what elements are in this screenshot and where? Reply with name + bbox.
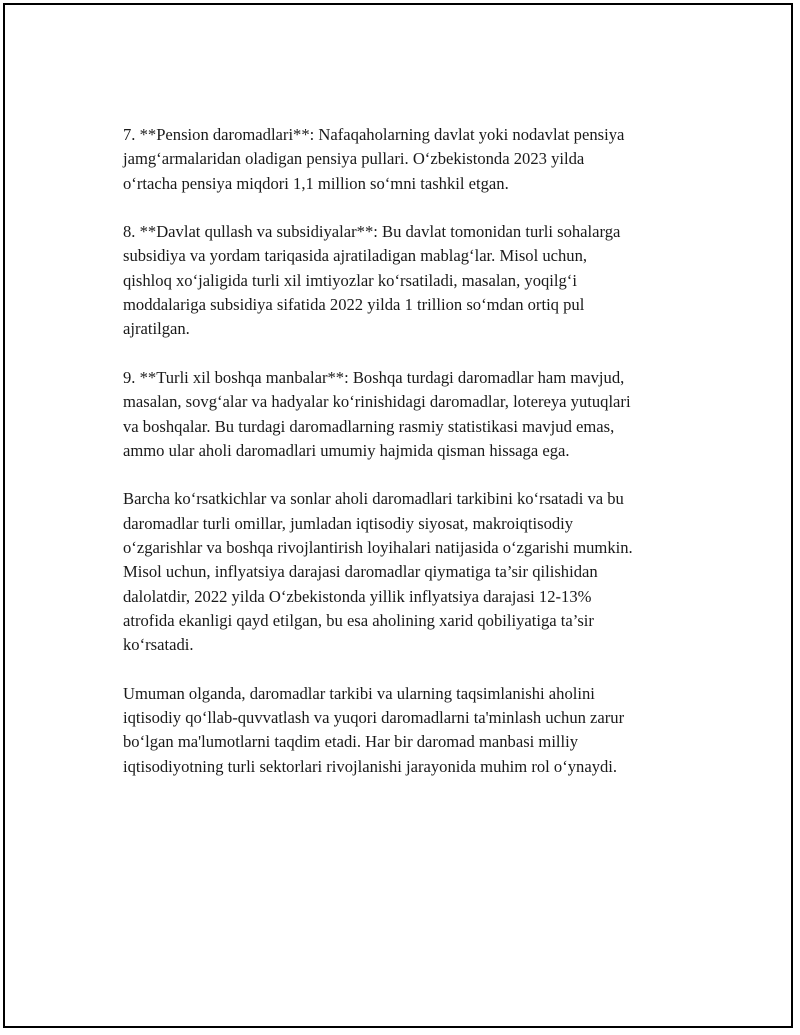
text-line: o‘rtacha pensiya miqdori 1,1 million so‘mni tashkil etgan.: [123, 173, 509, 193]
text-line: iqtisodiy qo‘llab-quvvatlash va yuqori daromadlarni ta'minlash uchun zarur: [123, 708, 625, 728]
document-body: [123, 123, 693, 803]
text-line: iqtisodiyotning turli sektorlari rivojlanishi jarayonida muhim rol o‘ynaydi.: [123, 756, 618, 776]
text-line: dalolatdir, 2022 yilda O‘zbekistonda yillik inflyatsiya darajasi 12-13%: [123, 586, 592, 606]
text-line: 8. **Davlat qullash va subsidiyalar**: Bu davlat tomonidan turli sohalarga: [123, 222, 621, 242]
text-line: ammo ular aholi daromadlari umumiy hajmida qisman hissaga ega.: [123, 440, 570, 460]
paragraph-pension-income: [123, 123, 693, 196]
text-line: o‘zgarishlar va boshqa rivojlantirish loyihalari natijasida o‘zgarishi mumkin.: [123, 538, 633, 558]
text-line: ko‘rsatadi.: [123, 635, 194, 655]
text-line: moddalariga subsidiya sifatida 2022 yilda 1 trillion so‘mdan ortiq pul: [123, 295, 585, 315]
text-line: ajratilgan.: [123, 319, 190, 339]
text-line: bo‘lgan ma'lumotlarni taqdim etadi. Har bir daromad manbasi milliy: [123, 732, 579, 752]
text-line: Barcha ko‘rsatkichlar va sonlar aholi daromadlari tarkibini ko‘rsatadi va bu: [123, 489, 624, 509]
text-line: atrofida ekanligi qayd etilgan, bu esa aholining xarid qobiliyatiga ta’sir: [123, 610, 594, 630]
text-line: 9. **Turli xil boshqa manbalar**: Boshqa turdagi daromadlar ham mavjud,: [123, 367, 625, 387]
paragraph-other-sources: [123, 366, 693, 463]
text-line: Umuman olganda, daromadlar tarkibi va ularning taqsimlanishi aholini: [123, 683, 595, 703]
text-line: va boshqalar. Bu turdagi daromadlarning rasmiy statistikasi mavjud emas,: [123, 416, 615, 436]
text-line: Misol uchun, inflyatsiya darajasi daromadlar qiymatiga ta’sir qilishidan: [123, 562, 598, 582]
text-line: subsidiya va yordam tariqasida ajratiladigan mablag‘lar. Misol uchun,: [123, 246, 588, 266]
text-line: jamg‘armalaridan oladigan pensiya pullari. O‘zbekistonda 2023 yilda: [123, 149, 585, 169]
paragraph-conclusion: [123, 682, 693, 779]
text-line: daromadlar turli omillar, jumladan iqtisodiy siyosat, makroiqtisodiy: [123, 513, 574, 533]
paragraph-indicators-summary: [123, 487, 693, 657]
text-line: 7. **Pension daromadlari**: Nafaqaholarning davlat yoki nodavlat pensiya: [123, 125, 625, 144]
text-line: qishloq xo‘jaligida turli xil imtiyozlar ko‘rsatiladi, masalan, yoqilg‘i: [123, 270, 577, 290]
paragraph-state-support-subsidies: [123, 220, 693, 341]
text-line: masalan, sovg‘alar va hadyalar ko‘rinishidagi daromadlar, lotereya yutuqlari: [123, 392, 631, 412]
page-frame: [3, 3, 793, 1028]
